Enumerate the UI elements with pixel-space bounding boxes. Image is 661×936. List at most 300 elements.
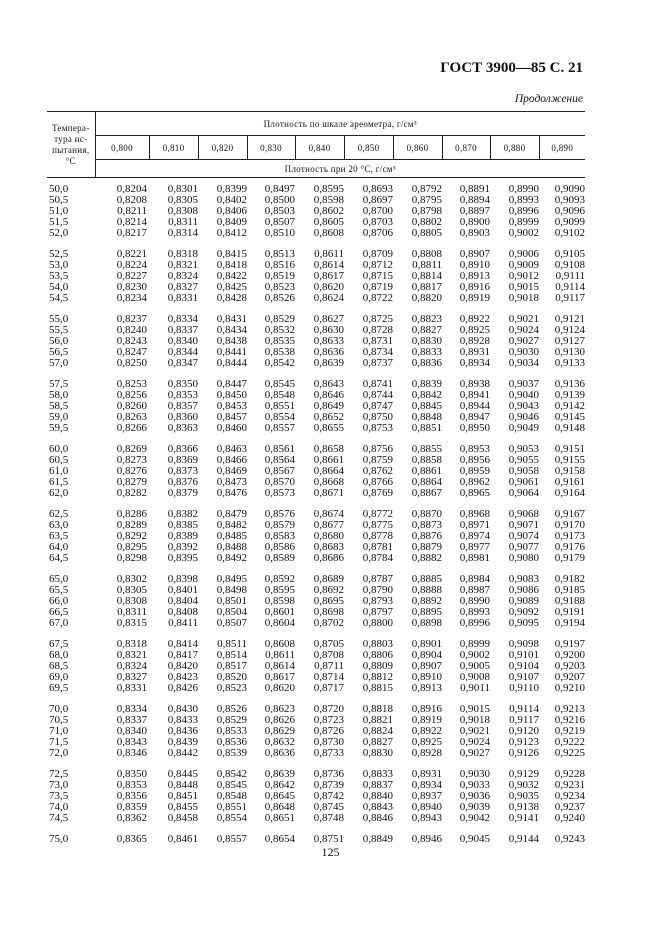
density-cell: 0,8230	[116, 281, 147, 293]
density-cell: 0,8359	[116, 801, 147, 813]
density-cell: 0,9039	[459, 801, 490, 813]
density-cell: 0,8925	[411, 736, 442, 748]
density-cell: 0,9158	[554, 465, 586, 477]
density-cell: 0,9068	[508, 508, 539, 520]
density-cell: 0,8913	[411, 682, 442, 694]
density-cell: 0,8703	[362, 216, 393, 228]
density-cell: 0,8683	[313, 541, 344, 553]
density-cell: 0,9098	[508, 638, 539, 650]
density-cell: 0,8379	[167, 487, 198, 499]
table-row	[47, 813, 585, 824]
density-cell: 0,8595	[313, 183, 344, 195]
density-cell: 0,9216	[554, 714, 586, 726]
density-cell: 0,9036	[459, 790, 490, 802]
density-cell: 0,8626	[264, 714, 295, 726]
density-cell: 0,8526	[216, 703, 247, 715]
density-cell: 0,8221	[116, 248, 147, 260]
density-cell: 0,8940	[411, 801, 442, 813]
density-cell: 0,8709	[362, 248, 393, 260]
density-cell: 0,8839	[411, 378, 442, 390]
density-cell: 0,8535	[264, 335, 295, 347]
density-cell: 0,8627	[313, 313, 344, 325]
density-cell: 0,8485	[216, 530, 247, 542]
density-cell: 0,8895	[411, 606, 442, 618]
density-cell: 0,8557	[264, 422, 295, 434]
density-cell: 0,8705	[313, 638, 344, 650]
density-cell: 0,8538	[264, 346, 295, 358]
density-cell: 0,8214	[116, 216, 147, 228]
density-cell: 0,9032	[508, 779, 539, 791]
density-cell: 0,8503	[264, 205, 295, 217]
density-cell: 0,9114	[509, 703, 539, 715]
density-cell: 0,8833	[411, 346, 442, 358]
density-cell: 0,8441	[216, 346, 247, 358]
density-cell: 0,8617	[264, 671, 295, 683]
temperature-cell: 67,0	[49, 617, 69, 629]
density-cell: 0,8815	[362, 682, 393, 694]
density-cell: 0,8507	[264, 216, 295, 228]
density-cell: 0,8298	[116, 552, 147, 564]
density-cell: 0,9074	[508, 530, 539, 542]
density-cell: 0,9127	[554, 335, 586, 347]
temperature-cell: 62,5	[49, 508, 69, 520]
density-cell: 0,9130	[554, 346, 586, 358]
density-cell: 0,8539	[216, 747, 247, 759]
density-cell: 0,8805	[411, 227, 442, 239]
density-cell: 0,8888	[411, 584, 442, 596]
temperature-cell: 64,5	[49, 552, 69, 564]
density-cell: 0,8583	[264, 530, 295, 542]
density-cell: 0,8916	[411, 703, 442, 715]
density-cell: 0,8510	[264, 227, 295, 239]
density-cell: 0,8240	[116, 324, 147, 336]
density-cell: 0,8717	[313, 682, 344, 694]
density-table	[47, 111, 585, 845]
density-cell: 0,8302	[116, 573, 147, 585]
density-cell: 0,8373	[167, 465, 198, 477]
density-cell: 0,8736	[313, 768, 344, 780]
density-cell: 0,9008	[459, 671, 490, 683]
density-cell: 0,8943	[411, 812, 442, 824]
density-cell: 0,8548	[216, 790, 247, 802]
density-cell: 0,8318	[116, 638, 147, 650]
density-cell: 0,8392	[167, 541, 198, 553]
density-cell: 0,9194	[554, 617, 586, 629]
density-cell: 0,8959	[459, 465, 490, 477]
density-cell: 0,8455	[167, 801, 198, 813]
density-cell: 0,8473	[216, 476, 247, 488]
density-cell: 0,8903	[459, 227, 490, 239]
density-cell: 0,8993	[508, 194, 539, 206]
density-cell: 0,8941	[459, 389, 490, 401]
temperature-cell: 70,5	[49, 714, 69, 726]
density-cell: 0,9012	[508, 270, 539, 282]
density-cell: 0,8227	[116, 270, 147, 282]
density-cell: 0,8620	[264, 682, 295, 694]
density-cell: 0,9043	[508, 400, 539, 412]
temperature-cell: 61,5	[49, 476, 69, 488]
density-cell: 0,8836	[411, 357, 442, 369]
density-cell: 0,9090	[554, 183, 586, 195]
density-cell: 0,8937	[411, 790, 442, 802]
density-cell: 0,8340	[167, 335, 198, 347]
density-cell: 0,8990	[508, 183, 539, 195]
density-cell: 0,8366	[167, 443, 198, 455]
density-cell: 0,8900	[459, 216, 490, 228]
table-row	[47, 293, 585, 304]
density-cell: 0,8636	[264, 747, 295, 759]
density-cell: 0,8830	[411, 335, 442, 347]
density-cell: 0,8401	[167, 584, 198, 596]
temperature-cell: 75,0	[49, 833, 69, 845]
density-cell: 0,8570	[264, 476, 295, 488]
density-cell: 0,9228	[554, 768, 586, 780]
density-cell: 0,8904	[411, 649, 442, 661]
density-cell: 0,8820	[411, 292, 442, 304]
column-header: 0,840	[295, 136, 344, 160]
density-cell: 0,8910	[459, 259, 490, 271]
density-cell: 0,8674	[313, 508, 344, 520]
temperature-cell: 55,0	[49, 313, 69, 325]
density-cell: 0,8418	[216, 259, 247, 271]
density-cell: 0,8840	[362, 790, 393, 802]
table-row	[47, 358, 585, 369]
density-cell: 0,9139	[554, 389, 586, 401]
density-cell: 0,8434	[216, 324, 247, 336]
density-cell: 0,8714	[313, 671, 344, 683]
density-cell: 0,8938	[459, 378, 490, 390]
density-cell: 0,8466	[216, 454, 247, 466]
density-cell: 0,8984	[459, 573, 490, 585]
density-cell: 0,8308	[116, 595, 147, 607]
density-cell: 0,8350	[167, 378, 198, 390]
density-cell: 0,8318	[167, 248, 198, 260]
density-cell: 0,9101	[508, 649, 539, 661]
density-cell: 0,8363	[167, 422, 198, 434]
density-cell: 0,8996	[459, 617, 490, 629]
temperature-cell: 69,5	[49, 682, 69, 694]
density-cell: 0,8751	[313, 833, 344, 845]
density-cell: 0,8545	[216, 779, 247, 791]
density-cell: 0,8548	[264, 389, 295, 401]
density-cell: 0,9083	[508, 573, 539, 585]
temperature-cell: 52,0	[49, 227, 69, 239]
density-cell: 0,9167	[554, 508, 586, 520]
density-cell: 0,9133	[554, 357, 586, 369]
density-cell: 0,8519	[264, 270, 295, 282]
density-cell: 0,9049	[508, 422, 539, 434]
density-cell: 0,8554	[264, 411, 295, 423]
density-cell: 0,9018	[459, 714, 490, 726]
density-cell: 0,9243	[554, 833, 586, 845]
density-cell: 0,8579	[264, 519, 295, 531]
density-cell: 0,8748	[313, 812, 344, 824]
density-cell: 0,8798	[411, 205, 442, 217]
density-cell: 0,8576	[264, 508, 295, 520]
density-cell: 0,8987	[459, 584, 490, 596]
density-cell: 0,8946	[411, 833, 442, 845]
table-row	[47, 488, 585, 499]
density-cell: 0,8677	[313, 519, 344, 531]
density-cell: 0,8415	[216, 248, 247, 260]
density-cell: 0,8894	[459, 194, 490, 206]
temp-header-line: пытания,	[52, 144, 90, 155]
column-header: 0,810	[149, 136, 198, 160]
density-cell: 0,8311	[117, 606, 147, 618]
column-header: 0,830	[247, 136, 295, 160]
density-cell: 0,8734	[362, 346, 393, 358]
density-cell: 0,8334	[167, 313, 198, 325]
density-cell: 0,9077	[508, 541, 539, 553]
density-cell: 0,8517	[216, 660, 247, 672]
density-cell: 0,9114	[555, 281, 586, 293]
density-cell: 0,9136	[554, 378, 586, 390]
temperature-cell: 59,0	[49, 411, 69, 423]
density-cell: 0,9021	[508, 313, 539, 325]
density-cell: 0,8617	[313, 270, 344, 282]
density-cell: 0,8545	[264, 378, 295, 390]
density-cell: 0,8533	[216, 725, 247, 737]
density-cell: 0,8931	[459, 346, 490, 358]
table-row	[47, 178, 585, 196]
density-cell: 0,8444	[216, 357, 247, 369]
density-cell: 0,8488	[216, 541, 247, 553]
density-cell: 0,8292	[116, 530, 147, 542]
temperature-cell: 68,0	[49, 649, 69, 661]
density-cell: 0,8901	[411, 638, 442, 650]
density-cell: 0,9092	[508, 606, 539, 618]
density-cell: 0,9240	[554, 812, 586, 824]
density-cell: 0,9144	[508, 833, 539, 845]
density-cell: 0,9024	[508, 324, 539, 336]
density-cell: 0,8876	[411, 530, 442, 542]
temperature-cell: 71,0	[49, 725, 69, 737]
density-cell: 0,8787	[362, 573, 393, 585]
density-cell: 0,8448	[167, 779, 198, 791]
density-cell: 0,8624	[313, 292, 344, 304]
density-cell: 0,9210	[554, 682, 586, 694]
temperature-header	[47, 112, 95, 178]
density-cell: 0,8314	[167, 227, 198, 239]
temperature-cell: 61,0	[49, 465, 69, 477]
density-cell: 0,8885	[411, 573, 442, 585]
density-cell: 0,8747	[362, 400, 393, 412]
density-cell: 0,9185	[554, 584, 586, 596]
density-cell: 0,8630	[313, 324, 344, 336]
density-cell: 0,8742	[313, 790, 344, 802]
density-cell: 0,8944	[459, 400, 490, 412]
temperature-cell: 56,0	[49, 335, 69, 347]
density-cell: 0,8211	[117, 205, 147, 217]
density-cell: 0,8851	[411, 422, 442, 434]
density-cell: 0,8605	[313, 216, 344, 228]
density-cell: 0,9237	[554, 801, 586, 813]
density-cell: 0,8253	[116, 378, 147, 390]
temperature-cell: 60,5	[49, 454, 69, 466]
density-cell: 0,8260	[116, 400, 147, 412]
density-cell: 0,8651	[264, 812, 295, 824]
density-cell: 0,8623	[264, 703, 295, 715]
density-cell: 0,8802	[411, 216, 442, 228]
density-cell: 0,9155	[554, 454, 586, 466]
density-cell: 0,8247	[116, 346, 147, 358]
density-cell: 0,8654	[264, 833, 295, 845]
density-cell: 0,8977	[459, 541, 490, 553]
density-cell: 0,8999	[459, 638, 490, 650]
density-cell: 0,9015	[459, 703, 490, 715]
density-cell: 0,8922	[411, 725, 442, 737]
density-cell: 0,8848	[411, 411, 442, 423]
density-cell: 0,9045	[459, 833, 490, 845]
density-cell: 0,8668	[313, 476, 344, 488]
density-cell: 0,9053	[508, 443, 539, 455]
density-cell: 0,8507	[216, 617, 247, 629]
density-cell: 0,8324	[116, 660, 147, 672]
density-cell: 0,8344	[167, 346, 198, 358]
density-cell: 0,8557	[216, 833, 247, 845]
density-cell: 0,8442	[167, 747, 198, 759]
density-cell: 0,9030	[459, 768, 490, 780]
density-cell: 0,8891	[459, 183, 490, 195]
density-cell: 0,8818	[362, 703, 393, 715]
density-cell: 0,8693	[362, 183, 393, 195]
temperature-cell: 53,0	[49, 259, 69, 271]
density-cell: 0,8772	[362, 508, 393, 520]
density-cell: 0,8542	[216, 768, 247, 780]
density-cell: 0,8601	[264, 606, 295, 618]
density-cell: 0,8289	[116, 519, 147, 531]
density-cell: 0,9213	[554, 703, 586, 715]
column-header: 0,890	[539, 136, 585, 160]
density-cell: 0,8731	[362, 335, 393, 347]
density-cell: 0,8645	[264, 790, 295, 802]
density-cell: 0,8567	[264, 465, 295, 477]
density-cell: 0,8827	[362, 736, 393, 748]
density-cell: 0,8720	[313, 703, 344, 715]
density-cell: 0,8864	[411, 476, 442, 488]
density-cell: 0,9027	[508, 335, 539, 347]
density-cell: 0,8273	[116, 454, 147, 466]
density-cell: 0,8460	[216, 422, 247, 434]
density-cell: 0,8343	[116, 736, 147, 748]
density-cell: 0,8592	[264, 573, 295, 585]
density-cell: 0,8561	[264, 443, 295, 455]
temp-header-line: °С	[65, 155, 76, 166]
density-cell: 0,9024	[459, 736, 490, 748]
density-cell: 0,8402	[216, 194, 247, 206]
density-cell: 0,8842	[411, 389, 442, 401]
density-cell: 0,8873	[411, 519, 442, 531]
density-cell: 0,8712	[362, 259, 393, 271]
temperature-cell: 56,5	[49, 346, 69, 358]
density-cell: 0,8756	[362, 443, 393, 455]
density-cell: 0,8728	[362, 324, 393, 336]
density-cell: 0,9089	[508, 595, 539, 607]
density-cell: 0,9027	[459, 747, 490, 759]
density-cell: 0,8611	[314, 248, 344, 260]
density-cell: 0,9179	[554, 552, 586, 564]
density-cell: 0,8595	[264, 584, 295, 596]
density-cell: 0,8837	[362, 779, 393, 791]
density-cell: 0,8457	[216, 411, 247, 423]
density-cell: 0,9018	[508, 292, 539, 304]
density-cell: 0,8438	[216, 335, 247, 347]
density-cell: 0,8916	[459, 281, 490, 293]
temperature-cell: 73,5	[49, 790, 69, 802]
density-cell: 0,8778	[362, 530, 393, 542]
density-cell: 0,8990	[459, 595, 490, 607]
density-cell: 0,9188	[554, 595, 586, 607]
density-cell: 0,8812	[362, 671, 393, 683]
density-cell: 0,8614	[313, 259, 344, 271]
density-cell: 0,8350	[116, 768, 147, 780]
density-cell: 0,8327	[116, 671, 147, 683]
density-cell: 0,9042	[459, 812, 490, 824]
temperature-cell: 58,0	[49, 389, 69, 401]
density-cell: 0,8356	[116, 790, 147, 802]
density-cell: 0,8655	[313, 422, 344, 434]
temperature-cell: 54,0	[49, 281, 69, 293]
density-cell: 0,9173	[554, 530, 586, 542]
density-cell: 0,8529	[264, 313, 295, 325]
density-cell: 0,9002	[508, 227, 539, 239]
temp-header-line: тура ис-	[54, 133, 88, 144]
density-cell: 0,8234	[116, 292, 147, 304]
density-cell: 0,8398	[167, 573, 198, 585]
table-row	[47, 618, 585, 629]
density-cell: 0,8409	[216, 216, 247, 228]
density-cell: 0,9138	[508, 801, 539, 813]
density-cell: 0,8263	[116, 411, 147, 423]
density-cell: 0,8800	[362, 617, 393, 629]
table-row	[47, 683, 585, 694]
density-cell: 0,8775	[362, 519, 393, 531]
density-cell: 0,9061	[508, 476, 539, 488]
temperature-cell: 63,5	[49, 530, 69, 542]
density-cell: 0,9191	[554, 606, 586, 618]
density-cell: 0,8830	[362, 747, 393, 759]
density-cell: 0,8608	[264, 638, 295, 650]
density-cell: 0,9002	[459, 649, 490, 661]
density-cell: 0,8913	[459, 270, 490, 282]
density-cell: 0,8642	[264, 779, 295, 791]
density-cell: 0,8725	[362, 313, 393, 325]
temperature-cell: 64,0	[49, 541, 69, 553]
density-cell: 0,8661	[313, 454, 344, 466]
density-cell: 0,8784	[362, 552, 393, 564]
temperature-cell: 50,5	[49, 194, 69, 206]
density-cell: 0,8708	[313, 649, 344, 661]
density-cell: 0,9124	[554, 324, 586, 336]
column-header: 0,880	[490, 136, 539, 160]
density-cell: 0,8686	[313, 552, 344, 564]
density-cell: 0,8208	[116, 194, 147, 206]
density-cell: 0,9117	[509, 714, 539, 726]
density-cell: 0,8632	[264, 736, 295, 748]
density-cell: 0,8633	[313, 335, 344, 347]
density-cell: 0,8745	[313, 801, 344, 813]
density-cell: 0,8331	[116, 682, 147, 694]
density-cell: 0,8305	[116, 584, 147, 596]
density-cell: 0,9107	[508, 671, 539, 683]
density-cell: 0,8269	[116, 443, 147, 455]
density-cell: 0,8965	[459, 487, 490, 499]
density-cell: 0,9080	[508, 552, 539, 564]
density-cell: 0,8711	[314, 660, 344, 672]
density-cell: 0,8744	[362, 389, 393, 401]
density-cell: 0,8922	[459, 313, 490, 325]
table-row	[47, 748, 585, 759]
